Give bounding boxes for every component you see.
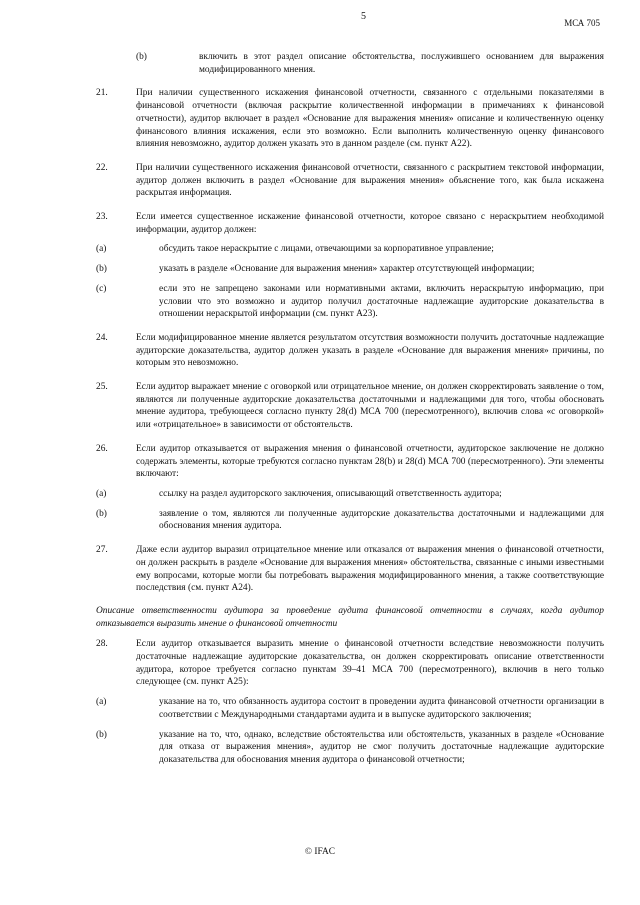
paragraph-text: При наличии существенного искажения финансовой отчетности, связанного с отдельными показателями в финансовой отчетности (включая раскрытие количественной информации в примечаниях к финансовой отчетности), аудитор включает в раздел «Основание для выражения мнения» описание и количественную оценку финансового влияния искажения, если это возможно. Если выполнить количественную оценку финансового влияния невозможно, аудитор должен указать это в данном разделе (см. пункт A22). (136, 88, 604, 150)
paragraph-number: 28. (96, 639, 108, 650)
paragraph (96, 381, 604, 432)
list-item-label: (a) (96, 244, 107, 255)
paragraph-number: 23. (96, 212, 108, 223)
list-item (96, 283, 604, 321)
list-item (96, 51, 604, 76)
paragraph-text: При наличии существенного искажения финансовой отчетности, связанного с раскрытием текстовой информации, аудитор должен включить в раздел «Основание для выражения мнения» объяснение того, как была искажена раскрытая информация. (136, 162, 604, 199)
paragraph-text: Если аудитор отказывается выразить мнение о финансовой отчетности вследствие невозможности получить достаточные надлежащие аудиторские доказательства, он должен скорректировать описание ответственности аудитора, которое требуется согласно пунктам 39–41 МСА 700 (пересмотренного), включив в него только следующее (см. пункт A25): (136, 639, 604, 688)
list-item-label: (a) (96, 488, 107, 499)
paragraph-text: Даже если аудитор выразил отрицательное мнение или отказался от выражения мнения о финансовой отчетности, он должен раскрыть в разделе «Основание для выражения мнения» обстоятельства, связанные с иными известными ему вопросами, которые могли бы потребовать выражения модифицированного мнения, а также соответствующие последствия (см. пункт A24). (136, 545, 604, 594)
list-item (96, 729, 604, 767)
list-item (96, 488, 604, 501)
paragraph (96, 162, 604, 200)
list-item (96, 696, 604, 721)
paragraph (96, 332, 604, 370)
paragraph (96, 544, 604, 595)
paragraph (96, 638, 604, 689)
list-item-text: указание на то, что, однако, вследствие обстоятельства или обстоятельств, указанных в разделе «Основание для отказа от выражения мнения», аудитор не смог получить достаточные надлежащие аудиторские доказательства для обоснования мнения аудитора о финансовой отчетности; (159, 729, 604, 765)
paragraph (96, 211, 604, 236)
paragraph-text: Если аудитор выражает мнение с оговоркой или отрицательное мнение, он должен скорректировать заявление о том, являются ли полученные аудиторские доказательства достаточными и надлежащими для того, чтобы обосновать мнение аудитора, требующееся согласно пункту 28(d) МСА 700 (пересмотренного), включив слова «с оговоркой» или «отрицательное» в зависимости от обстоятельств. (136, 382, 604, 431)
list-item (96, 243, 604, 256)
page-number: 5 (361, 11, 366, 22)
list-item-text: заявление о том, являются ли полученные аудиторские доказательства достаточными и надлежащими для обоснования мнения аудитора. (159, 508, 604, 532)
list-item (96, 508, 604, 533)
paragraph (96, 87, 604, 151)
list-item-label: (b) (96, 508, 107, 519)
paragraph-number: 25. (96, 382, 108, 393)
paragraph-number: 27. (96, 545, 108, 556)
paragraph-number: 26. (96, 443, 108, 454)
list-item-label: (b) (136, 52, 147, 62)
list-item-label: (b) (96, 729, 107, 740)
paragraph (96, 443, 604, 481)
paragraph-number: 21. (96, 88, 108, 99)
paragraph-text: Если имеется существенное искажение финансовой отчетности, которое связано с нераскрытием необходимой информации, аудитор должен: (136, 212, 604, 235)
list-item-label: (c) (96, 283, 107, 294)
list-item-text: обсудить такое нераскрытие с лицами, отвечающими за корпоративное управление; (159, 244, 494, 255)
paragraph-number: 22. (96, 162, 108, 173)
list-item-text: включить в этот раздел описание обстоятельства, послужившего основанием для выражения модифицированного мнения. (199, 52, 604, 75)
list-item-text: указание на то, что обязанность аудитора состоит в проведении аудита финансовой отчетности организации в соответствии с Международными стандартами аудита и в выпуске аудиторского заключения; (159, 697, 604, 720)
paragraph-text: Если модифицированное мнение является результатом отсутствия возможности получить достаточные надлежащие аудиторские доказательства, аудитор должен указать в разделе «Основание для выражения мнения» причины, по которым это невозможно. (136, 332, 604, 369)
section-heading: Описание ответственности аудитора за проведение аудита финансовой отчетности в случаях, когда аудитор отказывается выразить мнение о финансовой отчетности (96, 605, 604, 629)
list-item-text: ссылку на раздел аудиторского заключения, описывающий ответственность аудитора; (159, 488, 502, 499)
list-item (96, 263, 604, 276)
list-item-text: если это не запрещено законами или нормативными актами, включить нераскрытую информацию, при условии что это возможно и аудитор получил достаточные надлежащие аудиторские доказательства в отношении нераскрытой информации (см. пункт A23). (159, 283, 604, 320)
paragraph-number: 24. (96, 332, 108, 343)
document-body (96, 51, 604, 767)
footer-copyright: © IFAC (304, 847, 336, 857)
list-item-text: указать в разделе «Основание для выражения мнения» характер отсутствующей информации; (159, 264, 535, 275)
header-standard-code: МСА 705 (564, 18, 600, 28)
list-item-label: (b) (96, 264, 107, 275)
list-item-label: (a) (96, 697, 107, 708)
paragraph-text: Если аудитор отказывается от выражения мнения о финансовой отчетности, аудиторское заключение не должно содержать элементы, которые требуются согласно пунктам 28(b) и 28(d) МСА 700 (пересмотренного). Эти элементы включают: (136, 443, 604, 480)
